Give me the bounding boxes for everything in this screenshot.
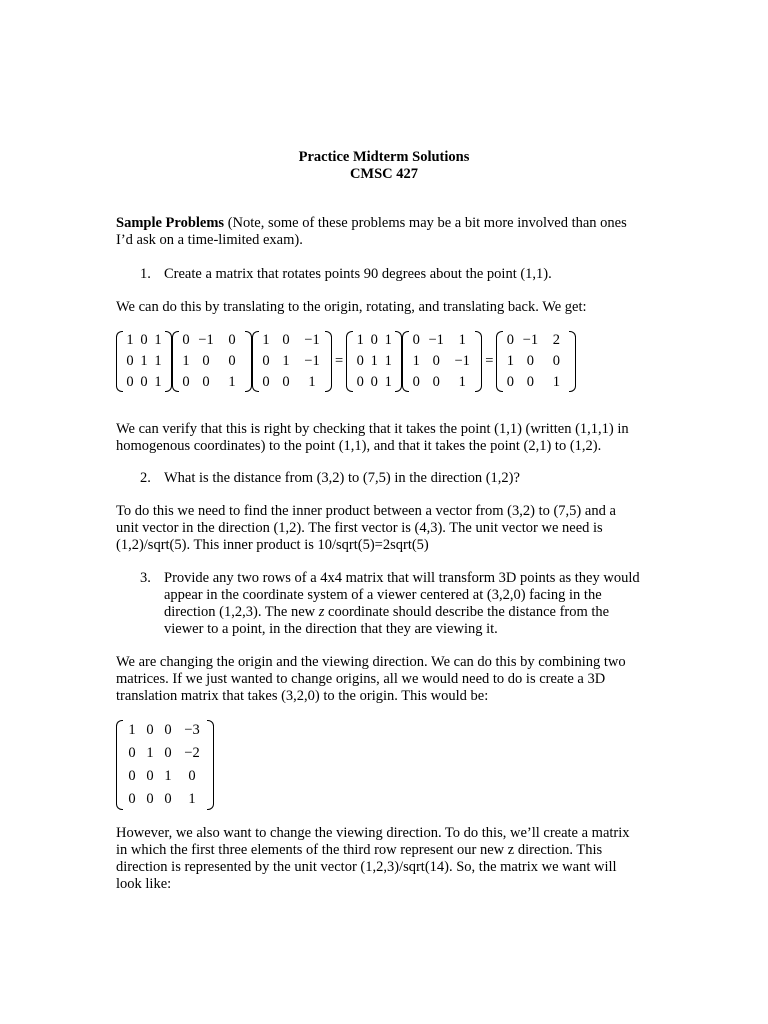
matrix-cell: 0: [182, 332, 190, 348]
matrix-cell: 0: [370, 332, 378, 348]
answer-3-line-4: However, we also want to change the viewing direction. To do this, we’ll create a matrix: [116, 825, 630, 841]
matrix-cell: 0: [526, 374, 534, 390]
intro-text: (Note, some of these problems may be a bit more involved than ones: [224, 215, 627, 231]
matrix-equation: [116, 330, 576, 393]
answer-3-line-5: in which the first three elements of the third row represent our new z direction. This: [116, 842, 603, 858]
answer-2-line-3: (1,2)/sqrt(5). This inner product is 10/sqrt(5)=2sqrt(5): [116, 537, 429, 553]
matrix-cell: 0: [126, 353, 134, 369]
matrix-cell: 1: [370, 353, 378, 369]
matrix-cell: 0: [164, 722, 172, 738]
matrix-cell: 0: [432, 374, 440, 390]
matrix-cell: −1: [198, 332, 214, 348]
matrix-cell: 1: [126, 332, 134, 348]
equals-sign-2: =: [485, 353, 494, 369]
matrix-cell: 0: [146, 791, 154, 807]
question-3-line-3-a: direction (1,2,3). The new: [164, 604, 319, 620]
matrix-cell: 0: [506, 332, 514, 348]
matrix-cell: 0: [356, 374, 364, 390]
answer-1-verify-1: We can verify that this is right by checking that it takes the point (1,1) (written (1,1,1) in: [116, 421, 629, 437]
matrix-cell: 1: [182, 353, 190, 369]
matrix-cell: 0: [412, 332, 420, 348]
answer-3-line-6: direction is represented by the unit vector (1,2,3)/sqrt(14). So, the matrix we want will: [116, 859, 617, 875]
matrix-cell: 0: [164, 791, 172, 807]
answer-1-verify-2: homogenous coordinates) to the point (1,1), and that it takes the point (2,1) to (1,2).: [116, 438, 602, 454]
matrix-cell: −1: [522, 332, 539, 348]
question-3-line-4: viewer to a point, in the direction that they are viewing it.: [164, 621, 498, 637]
question-2: [140, 470, 520, 487]
matrix-cell: 0: [370, 374, 378, 390]
question-2-number: 2.: [140, 470, 151, 486]
answer-1-line-1: We can do this by translating to the origin, rotating, and translating back. We get:: [116, 299, 587, 315]
matrix-cell: 1: [188, 791, 196, 807]
translation-matrix-block: [116, 719, 214, 811]
question-3: [140, 570, 640, 587]
answer-3-line-7: look like:: [116, 876, 172, 892]
matrix-cell: 0: [202, 353, 210, 369]
question-3-line-3: [164, 604, 609, 621]
matrix-product-partial: [402, 330, 482, 393]
matrix-cell: −1: [454, 353, 470, 369]
matrix-cell: 0: [262, 353, 270, 369]
translation-matrix: [116, 719, 214, 811]
matrix-cell: 0: [146, 722, 154, 738]
equals-sign-1: =: [335, 353, 344, 369]
intro-heading: Sample Problems: [116, 215, 225, 231]
matrix-cell: 0: [164, 745, 172, 761]
matrix-cell: 0: [526, 353, 534, 369]
matrix-cell: 0: [262, 374, 270, 390]
matrix-cell: 0: [140, 332, 148, 348]
matrix-cell: 1: [128, 722, 136, 738]
matrix-cell: 0: [126, 374, 134, 390]
intro-line-2: I’d ask on a time-limited exam).: [116, 232, 303, 248]
answer-3-line-1: We are changing the origin and the viewing direction. We can do this by combining two: [116, 654, 626, 670]
matrix-cell: 1: [356, 332, 364, 348]
matrix-cell: 0: [128, 768, 136, 784]
matrix-translate-origin: [252, 330, 332, 393]
matrix-cell: −2: [184, 745, 200, 761]
matrix-cell: 0: [140, 374, 148, 390]
matrix-cell: 0: [182, 374, 190, 390]
question-1-text: Create a matrix that rotates points 90 degrees about the point (1,1).: [164, 266, 552, 282]
matrix-cell: 1: [458, 332, 466, 348]
matrix-cell: 0: [202, 374, 210, 390]
matrix-cell: 0: [506, 374, 514, 390]
matrix-cell: 0: [282, 332, 290, 348]
matrix-cell: 1: [154, 353, 162, 369]
matrix-cell: 1: [412, 353, 420, 369]
question-1: [140, 266, 552, 283]
matrix-cell: 0: [412, 374, 420, 390]
matrix-cell: 0: [228, 332, 236, 348]
matrix-cell: 1: [164, 768, 172, 784]
matrix-cell: 1: [308, 374, 316, 390]
matrix-cell: 1: [154, 374, 162, 390]
question-3-z-variable: z: [318, 604, 325, 620]
answer-3-line-3: translation matrix that takes (3,2,0) to the origin. This would be:: [116, 688, 489, 704]
matrix-cell: −1: [304, 353, 320, 369]
matrix-cell: 2: [552, 332, 560, 348]
question-3-line-2: appear in the coordinate system of a viewer centered at (3,2,0) facing in the: [164, 587, 602, 603]
matrix-cell: 0: [228, 353, 236, 369]
matrix-cell: 0: [128, 791, 136, 807]
matrix-cell: 1: [552, 374, 560, 390]
intro-line-1: [116, 215, 627, 232]
course-code: CMSC 427: [349, 166, 419, 182]
matrix-cell: 1: [384, 374, 392, 390]
matrix-cell: −1: [304, 332, 320, 348]
matrix-result: [496, 330, 576, 393]
question-2-text: What is the distance from (3,2) to (7,5) in the direction (1,2)?: [164, 470, 520, 486]
answer-2-line-2: unit vector in the direction (1,2). The first vector is (4,3). The unit vector we need is: [116, 520, 603, 536]
matrix-cell: 1: [384, 332, 392, 348]
matrix-cell: 0: [432, 353, 440, 369]
matrix-cell: 0: [188, 768, 196, 784]
matrix-cell: 1: [140, 353, 148, 369]
matrix-cell: 0: [282, 374, 290, 390]
matrix-cell: 1: [146, 745, 154, 761]
matrix-cell: 0: [128, 745, 136, 761]
matrix-cell: 1: [458, 374, 466, 390]
matrix-cell: 1: [384, 353, 392, 369]
matrix-cell: −3: [184, 722, 200, 738]
matrix-cell: 1: [282, 353, 290, 369]
matrix-translate-back: [116, 330, 172, 393]
answer-3-line-2: matrices. If we just wanted to change origins, all we would need to do is create a 3D: [116, 671, 606, 687]
matrix-cell: 1: [506, 353, 514, 369]
matrix-cell: −1: [428, 332, 444, 348]
question-1-number: 1.: [140, 266, 151, 282]
matrix-cell: 0: [146, 768, 154, 784]
matrix-cell: 0: [356, 353, 364, 369]
matrix-cell: 1: [262, 332, 270, 348]
matrix-cell: 0: [552, 353, 560, 369]
question-3-line-1: Provide any two rows of a 4x4 matrix that will transform 3D points as they would: [164, 570, 640, 586]
matrix-translate-back-2: [346, 330, 402, 393]
answer-2-line-1: To do this we need to find the inner product between a vector from (3,2) to (7,5) and a: [116, 503, 616, 519]
matrix-cell: 1: [228, 374, 236, 390]
matrix-cell: 1: [154, 332, 162, 348]
question-3-line-3-b: coordinate should describe the distance from the: [324, 604, 610, 620]
page-title: Practice Midterm Solutions: [298, 149, 470, 165]
question-3-number: 3.: [140, 570, 151, 586]
matrix-rotate: [172, 330, 252, 393]
